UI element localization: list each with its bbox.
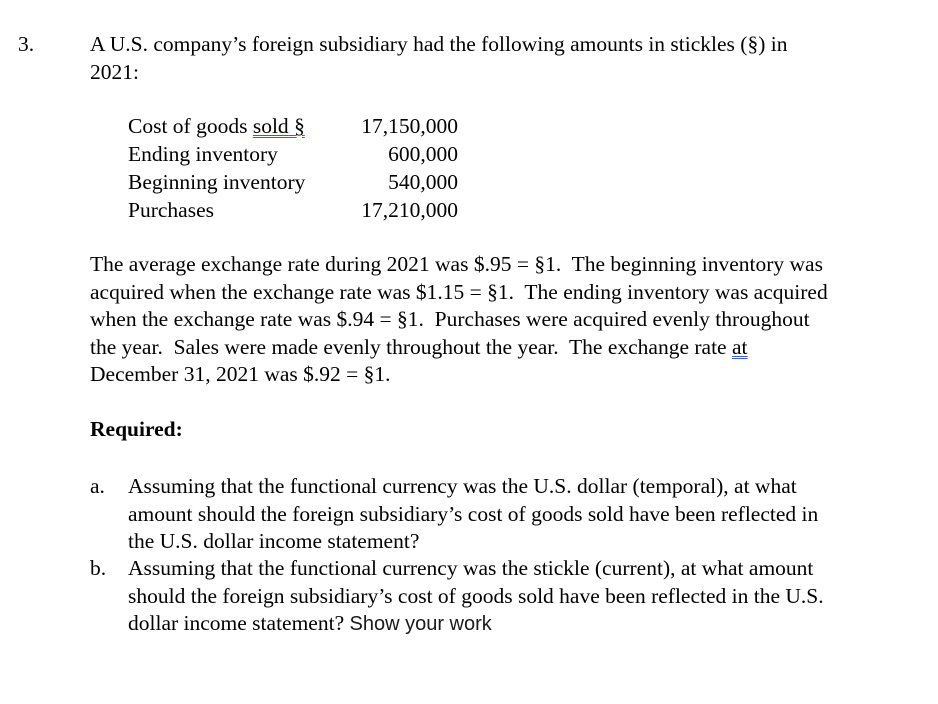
row-value: 17,150,000 [355,114,458,138]
table-row-beginning-inventory [128,169,458,197]
amounts-table [128,113,458,225]
paragraph-line: acquired when the exchange rate was $1.15 = §1. The ending inventory was acquired [90,279,828,304]
row-label: Ending inventory [128,142,278,166]
item-marker: b. [90,556,107,580]
table-row-ending-inventory [128,141,458,169]
paragraph-line: when the exchange rate was $.94 = §1. Purchases were acquired evenly throughout [90,307,810,331]
paragraph-line: December 31, 2021 was $.92 = §1. [90,362,391,386]
intro-line: A U.S. company’s foreign subsidiary had the following amounts in stickles (§) in [90,32,788,56]
item-text: Assuming that the functional currency was the stickle (current), at what amount should the foreign subsidiary’s cost of goods sold have been reflected in the U.S. dollar income statement? Show your work [128,556,824,635]
question-intro [90,31,910,86]
exchange-rate-paragraph [90,251,828,389]
table-row-cost-of-goods-sold [128,113,458,141]
question-number: 3. [18,32,35,56]
item-text: Assuming that the functional currency was the U.S. dollar (temporal), at what amount should the foreign subsidiary’s cost of goods sold have been reflected in the U.S. dollar income statement? [128,474,819,553]
row-value: 600,000 [388,142,458,166]
row-label: Cost of goods sold § [128,114,305,138]
table-row-purchases [128,197,458,225]
paragraph-line: the year. Sales were made evenly throughout the year. The exchange rate at [90,334,748,359]
item-marker: a. [90,474,105,498]
required-heading: Required: [90,417,183,441]
row-value: 540,000 [388,170,458,194]
row-value: 17,210,000 [361,198,458,222]
show-your-work-note: Show your work [349,613,492,635]
row-label: Purchases [128,198,214,222]
paragraph-line: The average exchange rate during 2021 was $.95 = §1. The beginning inventory was [90,252,823,276]
intro-line: 2021: [90,59,139,84]
row-label: Beginning inventory [128,170,306,194]
